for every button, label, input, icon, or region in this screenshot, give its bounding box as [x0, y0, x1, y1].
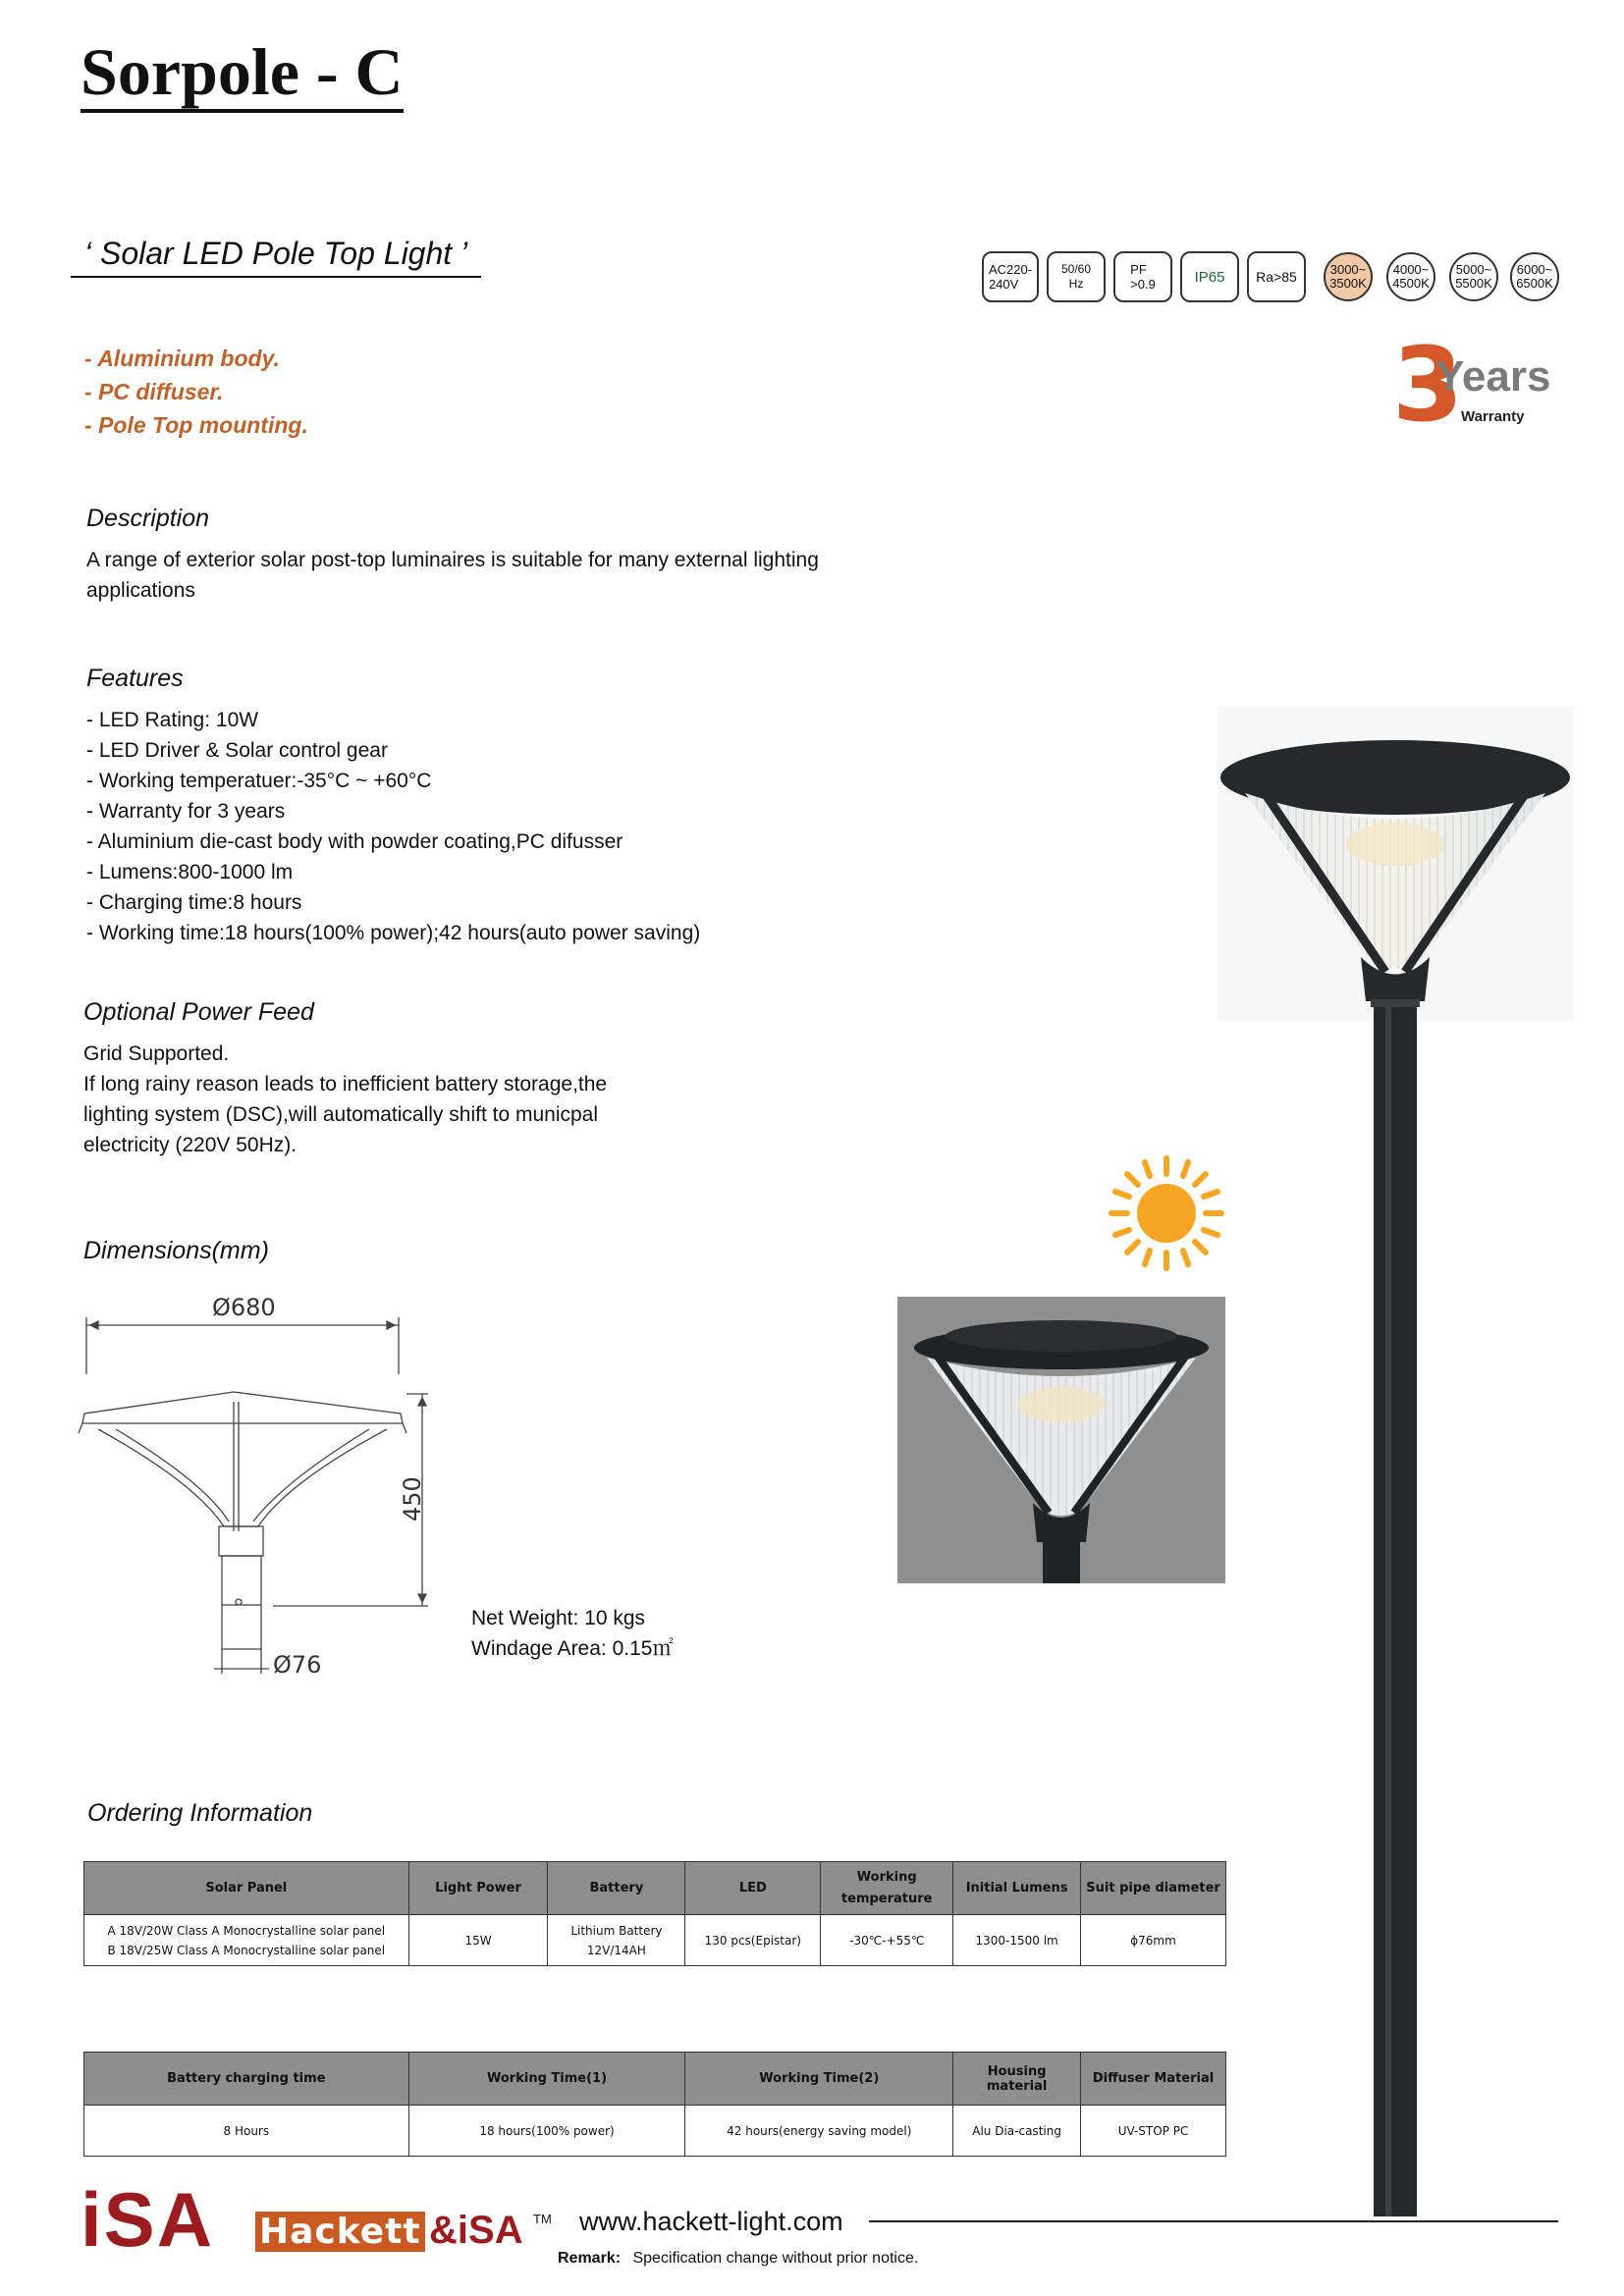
led-cell: 130 pcs(Epistar)	[685, 1915, 821, 1966]
height-label: 450	[399, 1476, 426, 1522]
table-header: Solar Panel	[84, 1862, 409, 1915]
frequency-badge-line: Hz	[1068, 277, 1084, 291]
power-feed-heading: Optional Power Feed	[83, 998, 314, 1026]
power-feed-text	[83, 1039, 771, 1160]
dimension-drawing	[77, 1286, 469, 1698]
table-header-row	[84, 1862, 1226, 1915]
product-subtitle: ‘ Solar LED Pole Top Light ’	[71, 236, 481, 278]
features-list	[86, 705, 872, 948]
table-cell: UV-STOP PC	[1081, 2106, 1226, 2157]
table-cell: Alu Dia-casting	[953, 2106, 1081, 2157]
sun-icon	[1108, 1154, 1225, 1272]
warranty-digit: 3	[1392, 325, 1464, 445]
power-feed-line: electricity (220V 50Hz).	[83, 1134, 298, 1156]
table-header: Battery charging time	[84, 2053, 409, 2106]
temperature-cell: -30℃-+55℃	[821, 1915, 953, 1966]
feature-item: - Lumens:800-1000 lm	[86, 861, 294, 883]
voltage-badge	[982, 251, 1039, 302]
cct-badge-line: 5000~	[1455, 262, 1492, 277]
description-text	[86, 545, 950, 606]
feature-item: - LED Driver & Solar control gear	[86, 739, 388, 762]
table-header: Suit pipe diameter	[1081, 1862, 1226, 1915]
feature-item: - Working temperatuer:-35°C ~ +60°C	[86, 770, 432, 792]
voltage-badge-line: AC220-	[988, 262, 1033, 277]
cct-badge-line: 3000~	[1329, 262, 1367, 277]
pipe-diameter-label: Ø76	[273, 1651, 322, 1679]
power-factor-badge-line: PF	[1130, 262, 1147, 277]
solar-panel-option: A 18V/20W Class A Monocrystalline solar panel	[107, 1923, 386, 1938]
dimensions-heading: Dimensions(mm)	[83, 1237, 269, 1264]
solar-panel-cell	[84, 1915, 409, 1966]
cct-badge-line: 5500K	[1455, 276, 1492, 291]
feature-item: - LED Rating: 10W	[86, 709, 259, 731]
description-line: applications	[86, 579, 195, 602]
cct-badge-line: 3500K	[1329, 276, 1367, 291]
battery-type: Lithium Battery	[570, 1923, 663, 1938]
feature-item: - Warranty for 3 years	[86, 800, 286, 823]
table-header-row	[84, 2053, 1226, 2106]
table-header: Working temperature	[821, 1862, 953, 1915]
cct-badge-line: 4500K	[1392, 276, 1430, 291]
cct-badge-line: 6000~	[1516, 262, 1553, 277]
windage-area: Windage Area: 0.15㎡	[471, 1637, 674, 1660]
battery-capacity: 12V/14AH	[586, 1943, 646, 1957]
table-header: Working Time(1)	[408, 2053, 685, 2106]
product-photo	[897, 1297, 1225, 1583]
frequency-badge-line: 50/60	[1060, 262, 1092, 276]
description-heading: Description	[86, 505, 210, 532]
warranty-logo	[1392, 325, 1569, 445]
highlight-item: - Aluminium body.	[84, 346, 280, 371]
table-row	[84, 1915, 1226, 1966]
table-header: Battery	[548, 1862, 685, 1915]
solar-panel-option: B 18V/25W Class A Monocrystalline solar panel	[107, 1943, 386, 1957]
battery-cell	[548, 1915, 685, 1966]
table-header: Light Power	[408, 1862, 548, 1915]
highlight-item: - Pole Top mounting.	[84, 412, 308, 438]
cri-badge: Ra>85	[1247, 251, 1306, 302]
remark-label: Remark:	[558, 2250, 622, 2267]
table-header: Diffuser Material	[1081, 2053, 1226, 2106]
light-power-cell: 15W	[408, 1915, 548, 1966]
table-header: Housing material	[953, 2053, 1081, 2106]
cct-badge-line: 6500K	[1516, 276, 1553, 291]
power-factor-badge	[1113, 251, 1172, 302]
warranty-label: Warranty	[1461, 408, 1525, 425]
ip-rating-badge: IP65	[1180, 251, 1239, 302]
features-heading: Features	[86, 665, 184, 692]
warranty-years: Years	[1435, 352, 1551, 400]
highlight-item: - PC diffuser.	[84, 379, 224, 404]
table-cell: 8 Hours	[84, 2106, 409, 2157]
website-text: www.hackett-light.com	[579, 2207, 843, 2236]
frequency-badge	[1047, 251, 1106, 302]
features-section	[86, 665, 872, 948]
power-factor-badge-line: >0.9	[1130, 277, 1156, 292]
trademark-symbol: TM	[533, 2212, 552, 2226]
performance-table	[83, 2052, 1226, 2157]
feature-item: - Aluminium die-cast body with powder coating,PC difusser	[86, 830, 623, 853]
page-title: Sorpole - C	[81, 37, 404, 113]
cct-badge-daylight	[1510, 252, 1559, 301]
footer-divider	[869, 2220, 1558, 2222]
power-feed-section	[83, 998, 771, 1160]
voltage-badge-line: 240V	[988, 277, 1019, 292]
cct-badge-line: 4000~	[1392, 262, 1430, 277]
table-cell: 18 hours(100% power)	[408, 2106, 685, 2157]
feature-item: - Working time:18 hours(100% power);42 hours(auto power saving)	[86, 922, 701, 944]
description-line: A range of exterior solar post-top luminaires is suitable for many external lighting	[86, 549, 819, 571]
hackett-logo-text: Hackett	[255, 2212, 425, 2252]
feature-item: - Charging time:8 hours	[86, 891, 302, 914]
description-section	[86, 505, 950, 606]
isa-logo: iSA	[81, 2176, 215, 2263]
net-weight: Net Weight: 10 kgs	[471, 1607, 646, 1629]
lumens-cell: 1300-1500 lm	[953, 1915, 1081, 1966]
pipe-cell: ϕ76mm	[1081, 1915, 1226, 1966]
weight-info	[471, 1603, 673, 1664]
table-header: Working Time(2)	[685, 2053, 953, 2106]
highlight-list	[84, 342, 308, 442]
table-header: Initial Lumens	[953, 1862, 1081, 1915]
cct-badge-neutral	[1386, 252, 1435, 301]
remark	[558, 2250, 918, 2268]
cct-badge-cool	[1449, 252, 1498, 301]
isa-logo-text: &iSA	[429, 2209, 523, 2252]
ordering-table	[83, 1861, 1226, 1966]
power-feed-line: If long rainy reason leads to inefficient battery storage,the	[83, 1073, 608, 1095]
cct-badge-warm	[1324, 252, 1373, 301]
power-feed-line: Grid Supported.	[83, 1042, 230, 1065]
pole-light-image	[1214, 707, 1577, 2228]
table-cell: 42 hours(energy saving model)	[685, 2106, 953, 2157]
ordering-heading: Ordering Information	[87, 1799, 313, 1827]
hackett-logo	[255, 2209, 523, 2254]
table-row	[84, 2106, 1226, 2157]
remark-text: Specification change without prior notice.	[632, 2250, 919, 2267]
power-feed-line: lighting system (DSC),will automatically shift to municpal	[83, 1103, 599, 1126]
spec-badges	[982, 249, 1571, 308]
diameter-label: Ø680	[212, 1294, 276, 1321]
table-header: LED	[685, 1862, 821, 1915]
